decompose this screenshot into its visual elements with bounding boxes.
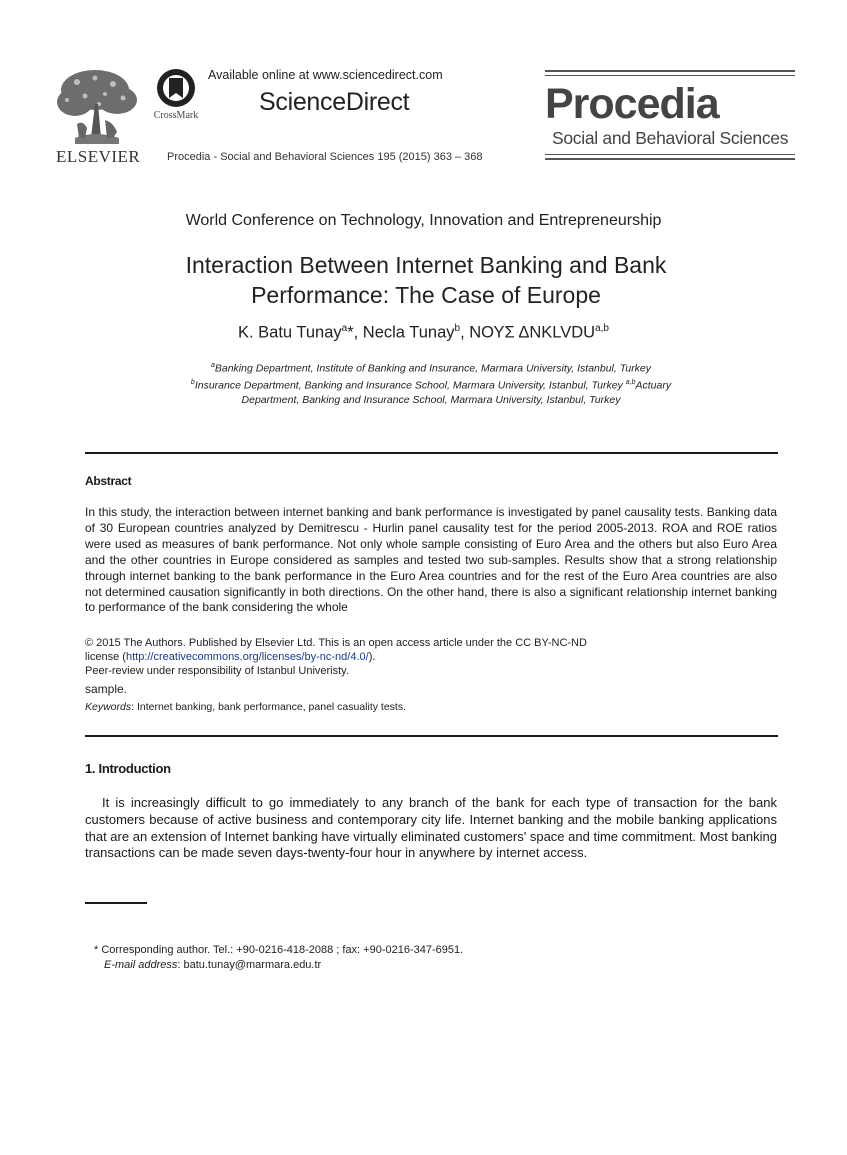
email-footnote xyxy=(104,959,321,971)
author-3: ΝΟΥΣ ΔΝΚLVDU xyxy=(469,323,596,342)
introduction-text: It is increasingly difficult to go immediately to any branch of the bank for each type of transaction for the bank customers because of active business and contemporary city life. Internet banking and the mobile banking applications that are an extension of Internet banking have virtually eliminated customers' space and time commitment. Most banking transactions can be made seven days-twenty-four hour in anywhere by internet access. xyxy=(85,795,777,861)
introduction-heading: 1. Introduction xyxy=(85,761,171,776)
author-3-affil: a,b xyxy=(595,323,609,334)
sample-text: sample. xyxy=(85,682,128,696)
affil-ab-sup: a,b xyxy=(625,379,636,386)
author-2-affil: b xyxy=(454,323,461,334)
keywords-text: : Internet banking, bank performance, panel casuality tests. xyxy=(131,701,407,713)
procedia-bottom-rule xyxy=(545,158,795,160)
procedia-bottom-rule-thin xyxy=(545,154,795,155)
procedia-logo-subtitle: Social and Behavioral Sciences xyxy=(552,128,789,148)
corresponding-author-footnote: * Corresponding author. Tel.: +90-0216-418-2088 ; fax: +90-0216-347-6951. xyxy=(94,944,464,956)
affil-ab: Actuary Department, Banking and Insurance School, Marmara University, Istanbul, Turkey xyxy=(241,379,672,406)
peer-review-notice: Peer-review under responsibility of Istanbul Univeristy. xyxy=(85,665,349,677)
crossmark-label: CrossMark xyxy=(153,110,199,121)
abstract-top-rule xyxy=(85,452,778,454)
footnote-rule xyxy=(85,902,147,904)
email-address[interactable]: : batu.tunay@marmara.edu.tr xyxy=(177,959,322,971)
license-suffix: ). xyxy=(368,651,376,663)
affil-a-sup: a xyxy=(210,362,215,369)
journal-reference: Procedia - Social and Behavioral Sciences 195 (2015) 363 – 368 xyxy=(167,151,483,163)
article-title xyxy=(140,250,712,310)
affil-a: Banking Department, Institute of Banking and Insurance, Marmara University, Istanbul, Turkey xyxy=(214,362,652,375)
keywords-label: Keywords xyxy=(85,701,132,713)
affiliations xyxy=(190,359,672,408)
procedia-logo-title: Procedia xyxy=(545,80,719,128)
license-line xyxy=(85,650,375,664)
affil-b-sup: b xyxy=(190,379,195,386)
procedia-top-rule-thin xyxy=(545,75,795,76)
affil-b: Insurance Department, Banking and Insurance School, Marmara University, Istanbul, Turkey xyxy=(194,379,626,392)
corresponding-mark: * xyxy=(347,323,354,342)
elsevier-tree-logo xyxy=(55,68,139,148)
copyright-notice: © 2015 The Authors. Published by Elsevier Ltd. This is an open access article under the CC BY-NC-ND xyxy=(85,637,587,649)
author-2: Necla Tunay xyxy=(362,323,455,342)
author-separator: , xyxy=(353,323,363,342)
title-line-2: Performance: The Case of Europe xyxy=(251,282,601,308)
keywords-line xyxy=(85,701,406,713)
available-online-text: Available online at www.sciencedirect.com xyxy=(208,68,443,82)
author-1-affil: a xyxy=(341,323,348,334)
conference-name: World Conference on Technology, Innovation and Entrepreneurship xyxy=(185,212,662,229)
license-prefix: license ( xyxy=(85,651,126,663)
abstract-bottom-rule xyxy=(85,735,778,737)
elsevier-wordmark: ELSEVIER xyxy=(56,147,141,166)
abstract-text: In this study, the interaction between internet banking and bank performance is investigated by panel causality tests. Banking data of 30 European countries analyzed by Demitrescu - Hurlin panel causality test for the period 2005-2013. ROA and ROE ratios were used as measures of bank performance. Not only whole sample consisting of Euro Area and the others but also Euro Area and the other countries in Europe considered as samples and tested two sub-samples. Results show that a strong relationship through internet banking to the bank performance in the Euro Area countries and for the rest of the Euro Area countries are also not determined causation significantly in both directions. On the other hand, there is also a significant relationship internet banking to performance of the bank considering the whole xyxy=(85,505,777,615)
author-1: K. Batu Tunay xyxy=(237,323,342,342)
sciencedirect-wordmark[interactable]: ScienceDirect xyxy=(259,88,410,116)
email-label: E-mail address xyxy=(104,959,178,971)
author-separator: , xyxy=(460,323,470,342)
procedia-top-rule xyxy=(545,70,795,72)
abstract-heading: Abstract xyxy=(85,474,132,488)
title-line-1: Interaction Between Internet Banking and Bank xyxy=(185,252,667,278)
license-link[interactable]: http://creativecommons.org/licenses/by-nc-nd/4.0/ xyxy=(125,651,369,663)
author-list xyxy=(0,323,847,343)
